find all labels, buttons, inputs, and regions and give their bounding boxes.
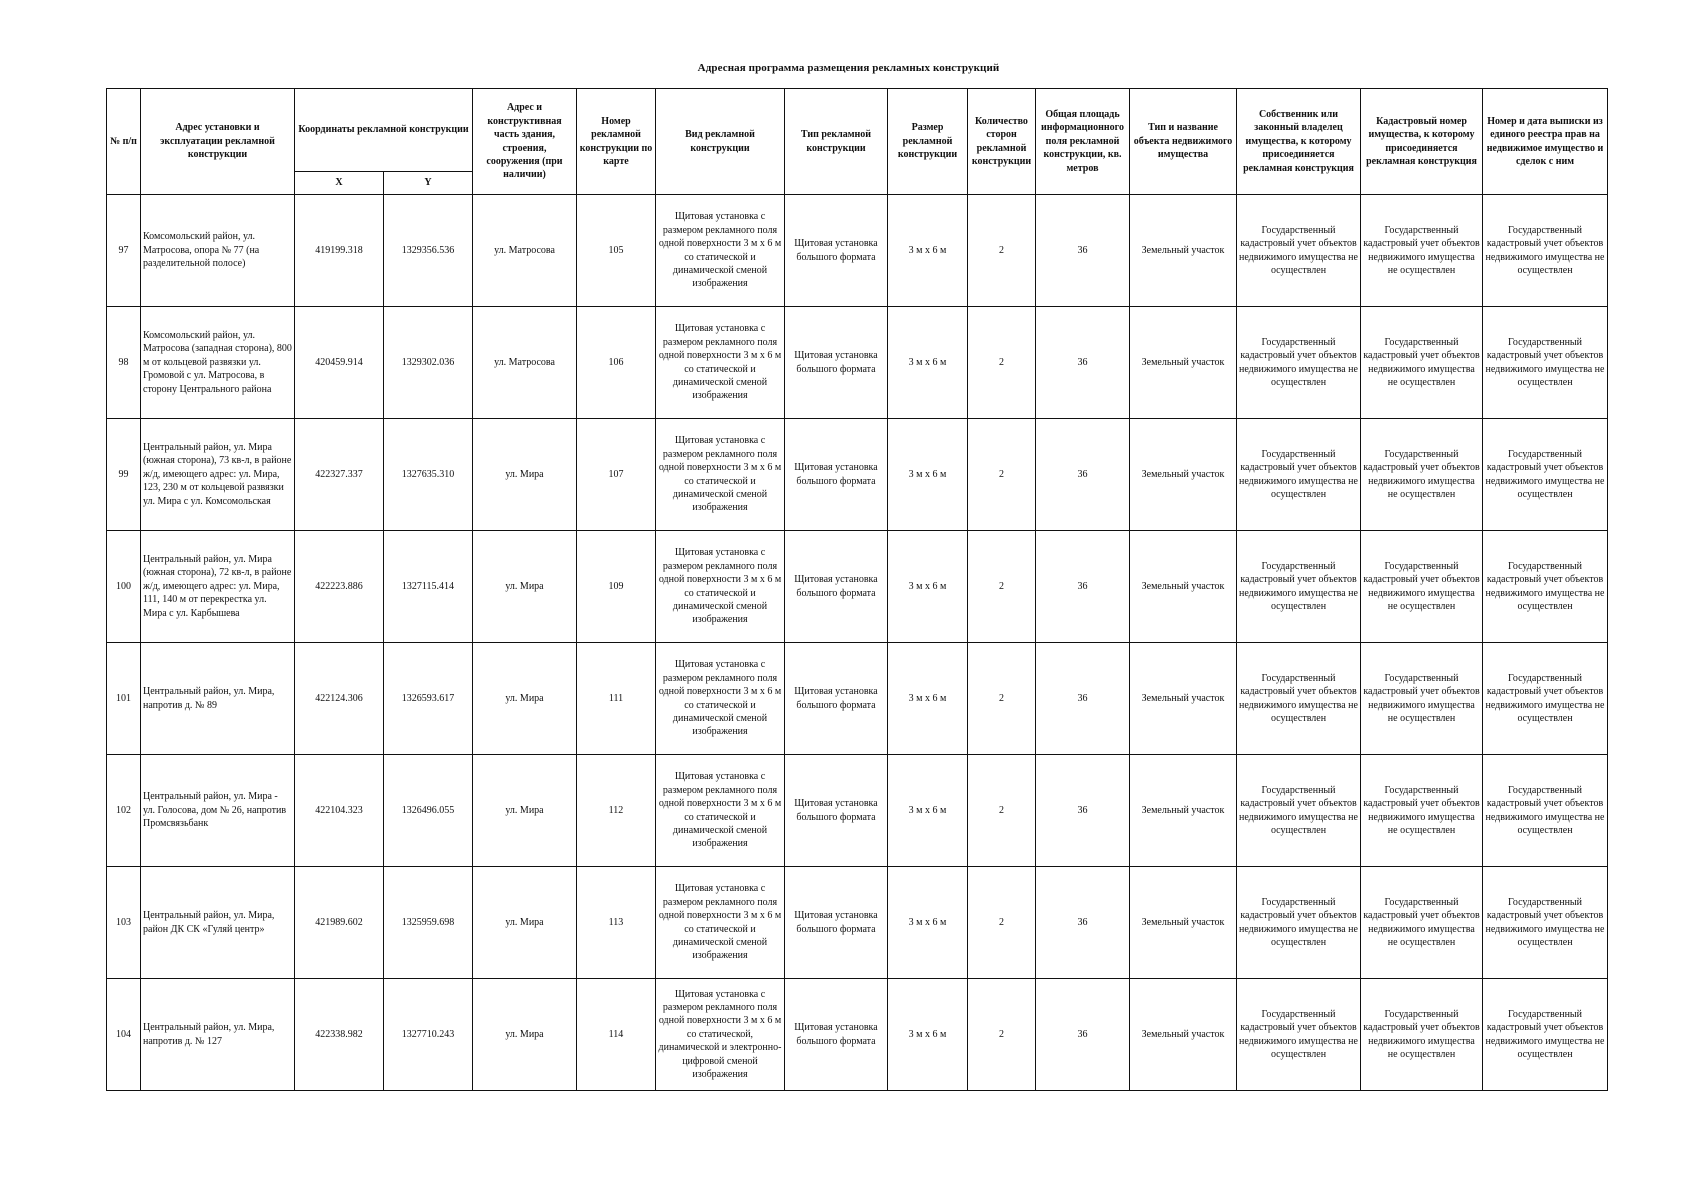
cell-num: 99 (107, 419, 141, 531)
header-building-part: Адрес и конструктивная часть здания, строения, сооружения (при наличии) (473, 89, 577, 195)
header-coords: Координаты рекламной конструкции (295, 89, 473, 172)
cell-owner: Государственный кадастровый учет объектов недвижимого имущества не осуществлен (1237, 755, 1361, 867)
cell-x: 422338.982 (295, 979, 384, 1091)
cell-x: 422124.306 (295, 643, 384, 755)
header-cadastral: Кадастровый номер имущества, к которому присоединяется рекламная конструкция (1361, 89, 1483, 195)
header-map-num: Номер рекламной конструкции по карте (577, 89, 656, 195)
cell-owner: Государственный кадастровый учет объектов недвижимого имущества не осуществлен (1237, 867, 1361, 979)
cell-cadastral: Государственный кадастровый учет объектов недвижимого имущества не осуществлен (1361, 307, 1483, 419)
cell-y: 1325959.698 (384, 867, 473, 979)
cell-building-part: ул. Мира (473, 531, 577, 643)
header-registry: Номер и дата выписки из единого реестра прав на недвижимое имущество и сделок с ним (1483, 89, 1608, 195)
header-type: Тип рекламной конструкции (785, 89, 888, 195)
cell-area: 36 (1036, 755, 1130, 867)
cell-object: Земельный участок (1130, 867, 1237, 979)
cell-type: Щитовая установка большого формата (785, 643, 888, 755)
cell-map-num: 105 (577, 195, 656, 307)
cell-cadastral: Государственный кадастровый учет объектов недвижимого имущества не осуществлен (1361, 195, 1483, 307)
header-owner: Собственник или законный владелец имущества, к которому присоединяется рекламная конструкция (1237, 89, 1361, 195)
cell-cadastral: Государственный кадастровый учет объектов недвижимого имущества не осуществлен (1361, 755, 1483, 867)
cell-kind: Щитовая установка с размером рекламного поля одной поверхности 3 м х 6 м со статической и динамической сменой изображения (656, 643, 785, 755)
cell-registry: Государственный кадастровый учет объектов недвижимого имущества не осуществлен (1483, 755, 1608, 867)
cell-registry: Государственный кадастровый учет объектов недвижимого имущества не осуществлен (1483, 643, 1608, 755)
cell-type: Щитовая установка большого формата (785, 531, 888, 643)
cell-size: 3 м х 6 м (888, 531, 968, 643)
table-row (107, 755, 1608, 867)
cell-y: 1326593.617 (384, 643, 473, 755)
cell-kind: Щитовая установка с размером рекламного поля одной поверхности 3 м х 6 м со статической и динамической сменой изображения (656, 307, 785, 419)
cell-size: 3 м х 6 м (888, 307, 968, 419)
cell-area: 36 (1036, 419, 1130, 531)
cell-y: 1327635.310 (384, 419, 473, 531)
cell-x: 422104.323 (295, 755, 384, 867)
header-y: Y (384, 172, 473, 195)
cell-kind: Щитовая установка с размером рекламного поля одной поверхности 3 м х 6 м со статической и динамической сменой изображения (656, 419, 785, 531)
table-header (107, 89, 1608, 195)
cell-owner: Государственный кадастровый учет объектов недвижимого имущества не осуществлен (1237, 531, 1361, 643)
cell-area: 36 (1036, 307, 1130, 419)
cell-type: Щитовая установка большого формата (785, 195, 888, 307)
cell-registry: Государственный кадастровый учет объектов недвижимого имущества не осуществлен (1483, 867, 1608, 979)
cell-object: Земельный участок (1130, 531, 1237, 643)
cell-address: Центральный район, ул. Мира, напротив д. № 89 (141, 643, 295, 755)
cell-registry: Государственный кадастровый учет объектов недвижимого имущества не осуществлен (1483, 531, 1608, 643)
cell-num: 98 (107, 307, 141, 419)
cell-building-part: ул. Мира (473, 979, 577, 1091)
cell-address: Комсомольский район, ул. Матросова, опора № 77 (на разделительной полосе) (141, 195, 295, 307)
cell-building-part: ул. Матросова (473, 195, 577, 307)
table-row (107, 867, 1608, 979)
cell-y: 1329356.536 (384, 195, 473, 307)
cell-x: 420459.914 (295, 307, 384, 419)
cell-address: Центральный район, ул. Мира (южная сторона), 73 кв-л, в районе ж/д, имеющего адрес: ул. Мира, 123, 230 м от кольцевой развязки ул. Мира с ул. Комсомольская (141, 419, 295, 531)
cell-cadastral: Государственный кадастровый учет объектов недвижимого имущества не осуществлен (1361, 979, 1483, 1091)
cell-map-num: 107 (577, 419, 656, 531)
cell-sides: 2 (968, 979, 1036, 1091)
cell-area: 36 (1036, 643, 1130, 755)
cell-sides: 2 (968, 867, 1036, 979)
cell-owner: Государственный кадастровый учет объектов недвижимого имущества не осуществлен (1237, 195, 1361, 307)
cell-object: Земельный участок (1130, 307, 1237, 419)
cell-sides: 2 (968, 307, 1036, 419)
cell-building-part: ул. Мира (473, 419, 577, 531)
cell-object: Земельный участок (1130, 979, 1237, 1091)
cell-num: 100 (107, 531, 141, 643)
cell-owner: Государственный кадастровый учет объектов недвижимого имущества не осуществлен (1237, 643, 1361, 755)
cell-size: 3 м х 6 м (888, 979, 968, 1091)
table-row (107, 979, 1608, 1091)
placement-table (106, 88, 1608, 1091)
cell-num: 103 (107, 867, 141, 979)
cell-map-num: 109 (577, 531, 656, 643)
cell-size: 3 м х 6 м (888, 419, 968, 531)
cell-x: 421989.602 (295, 867, 384, 979)
table-row (107, 195, 1608, 307)
cell-y: 1327115.414 (384, 531, 473, 643)
table-body (107, 195, 1608, 1091)
cell-x: 422223.886 (295, 531, 384, 643)
cell-address: Центральный район, ул. Мира (южная сторона), 72 кв-л, в районе ж/д, имеющего адрес: ул. Мира, 111, 140 м от перекрестка ул. Мира с ул. Карбышева (141, 531, 295, 643)
cell-kind: Щитовая установка с размером рекламного поля одной поверхности 3 м х 6 м со статической и динамической сменой изображения (656, 195, 785, 307)
cell-map-num: 112 (577, 755, 656, 867)
header-num: № п/п (107, 89, 141, 195)
cell-type: Щитовая установка большого формата (785, 419, 888, 531)
cell-sides: 2 (968, 195, 1036, 307)
cell-owner: Государственный кадастровый учет объектов недвижимого имущества не осуществлен (1237, 307, 1361, 419)
cell-cadastral: Государственный кадастровый учет объектов недвижимого имущества не осуществлен (1361, 867, 1483, 979)
header-area: Общая площадь информационного поля рекламной конструкции, кв. метров (1036, 89, 1130, 195)
cell-address: Центральный район, ул. Мира, район ДК СК «Гуляй центр» (141, 867, 295, 979)
cell-map-num: 106 (577, 307, 656, 419)
cell-object: Земельный участок (1130, 419, 1237, 531)
cell-y: 1329302.036 (384, 307, 473, 419)
cell-building-part: ул. Матросова (473, 307, 577, 419)
cell-kind: Щитовая установка с размером рекламного поля одной поверхности 3 м х 6 м со статической и динамической сменой изображения (656, 531, 785, 643)
cell-sides: 2 (968, 643, 1036, 755)
cell-kind: Щитовая установка с размером рекламного поля одной поверхности 3 м х 6 м со статической и динамической сменой изображения (656, 755, 785, 867)
cell-address: Комсомольский район, ул. Матросова (западная сторона), 800 м от кольцевой развязки ул. Громовой с ул. Матросова, в сторону Центрального района (141, 307, 295, 419)
cell-object: Земельный участок (1130, 195, 1237, 307)
cell-num: 102 (107, 755, 141, 867)
header-kind: Вид рекламной конструкции (656, 89, 785, 195)
cell-area: 36 (1036, 867, 1130, 979)
cell-cadastral: Государственный кадастровый учет объектов недвижимого имущества не осуществлен (1361, 643, 1483, 755)
cell-registry: Государственный кадастровый учет объектов недвижимого имущества не осуществлен (1483, 979, 1608, 1091)
table-row (107, 419, 1608, 531)
header-sides: Количество сторон рекламной конструкции (968, 89, 1036, 195)
document-title: Адресная программа размещения рекламных конструкций (697, 62, 1000, 74)
cell-sides: 2 (968, 419, 1036, 531)
cell-size: 3 м х 6 м (888, 643, 968, 755)
cell-num: 101 (107, 643, 141, 755)
cell-size: 3 м х 6 м (888, 195, 968, 307)
header-x: X (295, 172, 384, 195)
cell-area: 36 (1036, 195, 1130, 307)
table-row (107, 531, 1608, 643)
cell-cadastral: Государственный кадастровый учет объектов недвижимого имущества не осуществлен (1361, 419, 1483, 531)
cell-object: Земельный участок (1130, 755, 1237, 867)
cell-type: Щитовая установка большого формата (785, 307, 888, 419)
cell-address: Центральный район, ул. Мира, напротив д. № 127 (141, 979, 295, 1091)
cell-kind: Щитовая установка с размером рекламного поля одной поверхности 3 м х 6 м со статической и динамической сменой изображения (656, 867, 785, 979)
cell-building-part: ул. Мира (473, 867, 577, 979)
header-address: Адрес установки и эксплуатации рекламной конструкции (141, 89, 295, 195)
cell-area: 36 (1036, 531, 1130, 643)
header-size: Размер рекламной конструкции (888, 89, 968, 195)
cell-address: Центральный район, ул. Мира - ул. Голосова, дом № 26, напротив Промсвязьбанк (141, 755, 295, 867)
cell-registry: Государственный кадастровый учет объектов недвижимого имущества не осуществлен (1483, 419, 1608, 531)
cell-kind: Щитовая установка с размером рекламного поля одной поверхности 3 м х 6 м со статической, динамической и электронно-цифровой сменой изображения (656, 979, 785, 1091)
cell-object: Земельный участок (1130, 643, 1237, 755)
cell-type: Щитовая установка большого формата (785, 867, 888, 979)
cell-building-part: ул. Мира (473, 643, 577, 755)
cell-type: Щитовая установка большого формата (785, 755, 888, 867)
cell-type: Щитовая установка большого формата (785, 979, 888, 1091)
cell-y: 1327710.243 (384, 979, 473, 1091)
table-row (107, 643, 1608, 755)
cell-area: 36 (1036, 979, 1130, 1091)
cell-sides: 2 (968, 755, 1036, 867)
cell-cadastral: Государственный кадастровый учет объектов недвижимого имущества не осуществлен (1361, 531, 1483, 643)
cell-registry: Государственный кадастровый учет объектов недвижимого имущества не осуществлен (1483, 307, 1608, 419)
cell-map-num: 111 (577, 643, 656, 755)
cell-x: 422327.337 (295, 419, 384, 531)
cell-map-num: 113 (577, 867, 656, 979)
cell-num: 104 (107, 979, 141, 1091)
cell-building-part: ул. Мира (473, 755, 577, 867)
header-object: Тип и название объекта недвижимого имущества (1130, 89, 1237, 195)
table-row (107, 307, 1608, 419)
cell-size: 3 м х 6 м (888, 755, 968, 867)
cell-owner: Государственный кадастровый учет объектов недвижимого имущества не осуществлен (1237, 419, 1361, 531)
cell-num: 97 (107, 195, 141, 307)
cell-x: 419199.318 (295, 195, 384, 307)
cell-registry: Государственный кадастровый учет объектов недвижимого имущества не осуществлен (1483, 195, 1608, 307)
cell-sides: 2 (968, 531, 1036, 643)
cell-size: 3 м х 6 м (888, 867, 968, 979)
cell-owner: Государственный кадастровый учет объектов недвижимого имущества не осуществлен (1237, 979, 1361, 1091)
cell-y: 1326496.055 (384, 755, 473, 867)
cell-map-num: 114 (577, 979, 656, 1091)
